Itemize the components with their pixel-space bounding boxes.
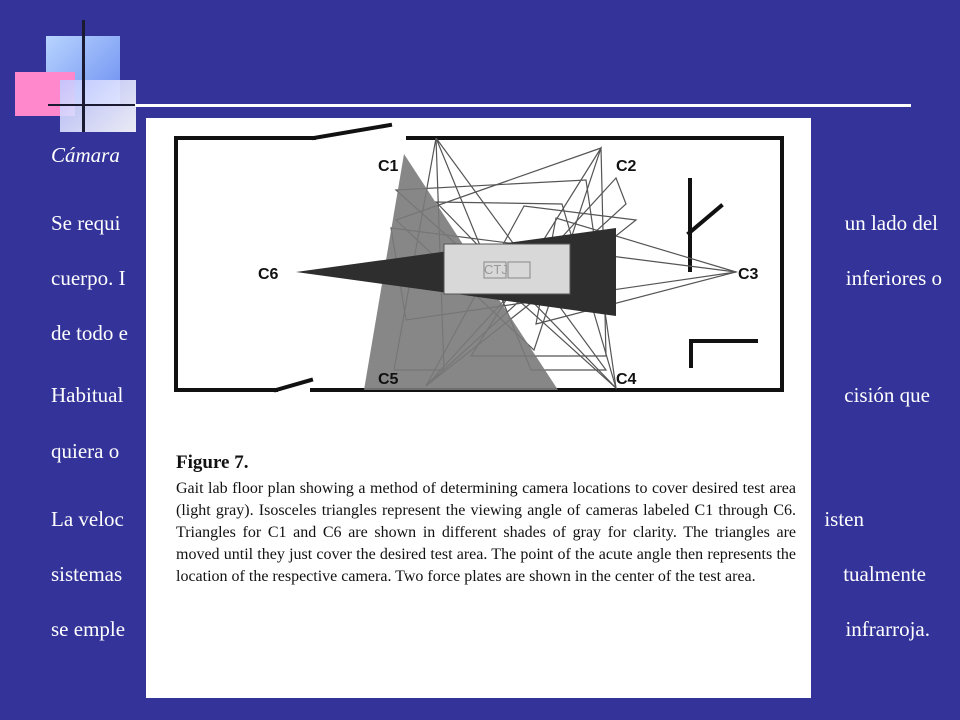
decor-lavender-square bbox=[60, 80, 136, 132]
title-rule bbox=[135, 104, 911, 107]
label-c1: C1 bbox=[378, 158, 399, 175]
para1-line2-left: cuerpo. I bbox=[51, 266, 126, 290]
para1-line1-right: un lado del bbox=[844, 211, 938, 235]
label-c5: C5 bbox=[378, 371, 399, 388]
para1-line2-right: inferiores o bbox=[845, 266, 942, 290]
para3-line3-left: se emple bbox=[51, 617, 126, 641]
decor-dark-line bbox=[48, 104, 148, 106]
slide-subtitle: Cámara bbox=[51, 143, 120, 167]
para1-line1-left: Se requi bbox=[51, 211, 121, 235]
para3-line3-right: infrarroja. bbox=[845, 617, 930, 641]
floor-plan-figure bbox=[146, 118, 811, 698]
label-center: CTJ bbox=[484, 262, 508, 277]
para3-line2-right: tualmente bbox=[843, 562, 926, 586]
label-c4: C4 bbox=[616, 371, 637, 388]
label-c2: C2 bbox=[616, 158, 637, 175]
para3-line2-left: sistemas bbox=[51, 562, 123, 586]
para1-line3-left: de todo e bbox=[51, 321, 128, 345]
para3-line1-left: La veloc bbox=[51, 507, 124, 531]
label-c6: C6 bbox=[258, 266, 279, 283]
caption-body: Gait lab floor plan showing a method of determining camera locations to cover desired test area (light gray). Isosceles triangles represent the viewing angle of cameras labeled C1 through C6. Triangles for C1 and C6 are shown in different shades of gray for clarity. The triangles are moved until they just cover the desired test area. The point of the acute angle then represents the location of the respective camera. Two force plates are shown in the center of the test area. bbox=[176, 480, 796, 585]
para3-line1-right: isten bbox=[824, 507, 864, 531]
para2-line2-left: quiera o bbox=[51, 439, 120, 463]
caption-title: Figure 7. bbox=[176, 452, 249, 473]
para2-line1-right: cisión que bbox=[844, 383, 930, 407]
floor-plan-diagram bbox=[146, 118, 811, 448]
figure-caption bbox=[176, 452, 796, 588]
label-c3: C3 bbox=[738, 266, 759, 283]
decor-vertical-line bbox=[82, 20, 85, 132]
para2-line1-left: Habitual bbox=[51, 383, 124, 407]
